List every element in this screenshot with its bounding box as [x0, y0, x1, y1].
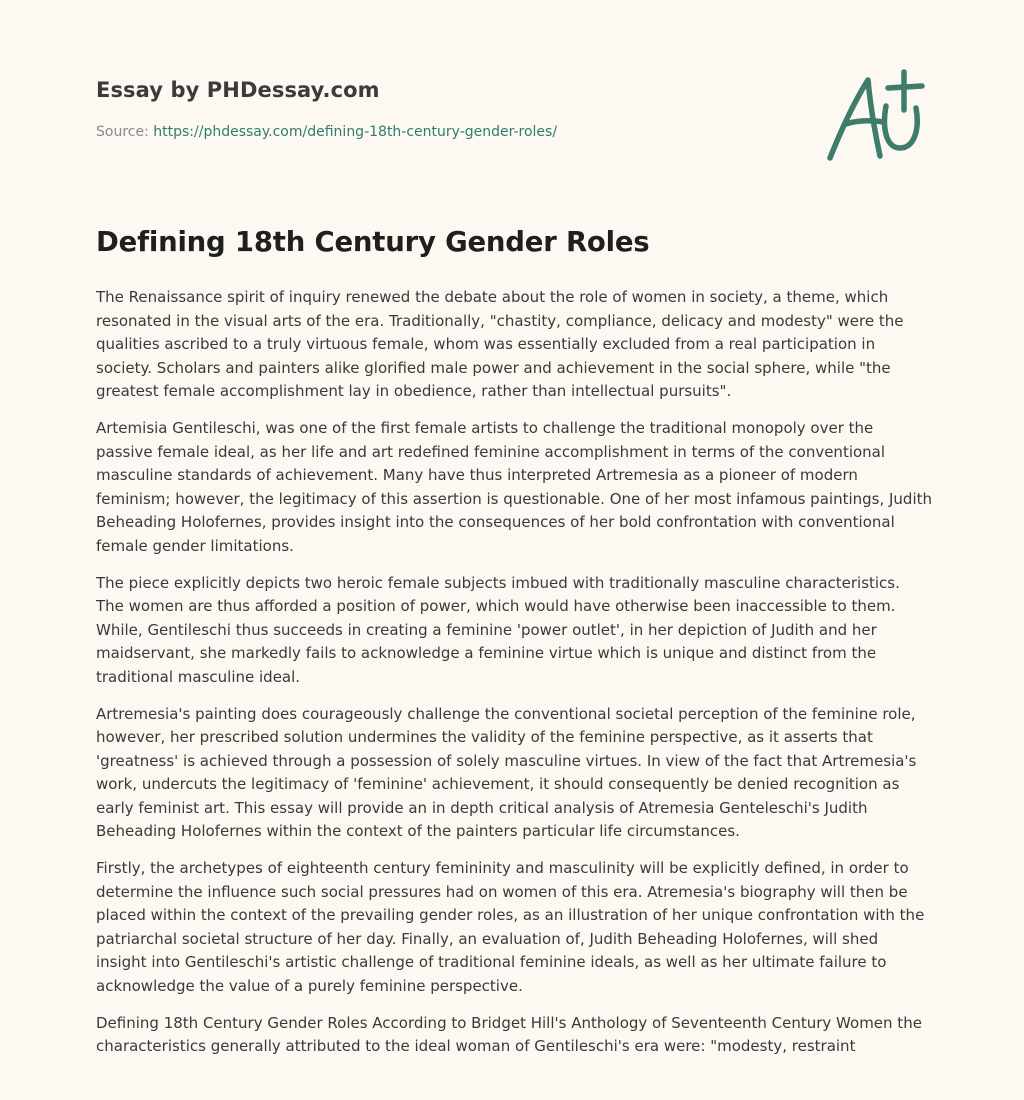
essay-title: Defining 18th Century Gender Roles — [96, 226, 650, 258]
a-plus-logo-icon — [824, 66, 928, 166]
logo-u-stroke — [885, 106, 918, 148]
essay-paragraph: The piece explicitly depicts two heroic female subjects imbued with traditionally masculine characteristics. The women are thus afforded a position of power, which would have otherwise been inaccessible to them. While, Gentileschi thus succeeds in creating a feminine 'power outlet', in her depiction of Judith and her maidservant, she markedly fails to acknowledge a feminine virtue which is unique and distinct from the traditional masculine ideal. — [96, 573, 900, 686]
page-header — [96, 0, 932, 200]
site-title: Essay by PHDessay.com — [96, 78, 380, 102]
essay-page — [96, 0, 933, 1056]
essay-paragraph: The Renaissance spirit of inquiry renewed the debate about the role of women in society, a theme, which resonated in the visual arts of the era. Traditionally, "chastity, compliance, delicacy and modesty" were the qualities ascribed to a truly virtuous female, whom was essentially excluded from a real participation in society. Scholars and painters alike glorified male power and achievement in the social sphere, while "the greatest female accomplishment lay in obedience, rather than intellectual pursuits". — [96, 288, 904, 401]
source-link[interactable]: https://phdessay.com/defining-18th-century-gender-roles/ — [153, 124, 558, 140]
source-label: Source: — [96, 124, 154, 140]
source-line — [96, 124, 557, 140]
essay-body — [96, 286, 932, 1072]
essay-paragraph: Artremesia's painting does courageously challenge the conventional societal perception of the feminine role, however, her prescribed solution undermines the validity of the feminine perspective, as it asserts that 'greatness' is achieved through a possession of solely masculine virtues. In view of the fact that Artremesia's work, undercuts the legitimacy of 'feminine' achievement, it should consequently be denied recognition as early feminist art. This essay will provide an in depth critical analysis of Atremesia Genteleschi's Judith Beheading Holofernes within the context of the painters particular life circumstances. — [96, 704, 917, 841]
logo-a-crossbar — [846, 121, 884, 124]
essay-paragraph: Firstly, the archetypes of eighteenth century femininity and masculinity will be explicitly defined, in order to determine the influence such social pressures had on women of this era. Atremesia's biography will then be placed within the context of the prevailing gender roles, as an illustration of her unique confrontation with the patriarchal societal structure of her day. Finally, an evaluation of, Judith Beheading Holofernes, will shed insight into Gentileschi's artistic challenge of traditional feminine ideals, as well as her ultimate failure to acknowledge the value of a purely feminine perspective. — [96, 859, 925, 996]
logo-plus-horizontal — [888, 86, 922, 88]
essay-paragraph: Artemisia Gentileschi, was one of the first female artists to challenge the traditional monopoly over the passive female ideal, as her life and art redefined feminine accomplishment in terms of the conventional masculine standards of achievement. Many have thus interpreted Artremesia as a pioneer of modern feminism; however, the legitimacy of this assertion is questionable. One of her most infamous paintings, Judith Beheading Holofernes, provides insight into the consequences of her bold confrontation with conventional female gender limitations. — [96, 418, 933, 555]
essay-paragraph: Defining 18th Century Gender Roles According to Bridget Hill's Anthology of Seventeenth Century Women the characteristics generally attributed to the ideal woman of Gentileschi's era were: "modesty, restraint — [96, 1013, 922, 1056]
